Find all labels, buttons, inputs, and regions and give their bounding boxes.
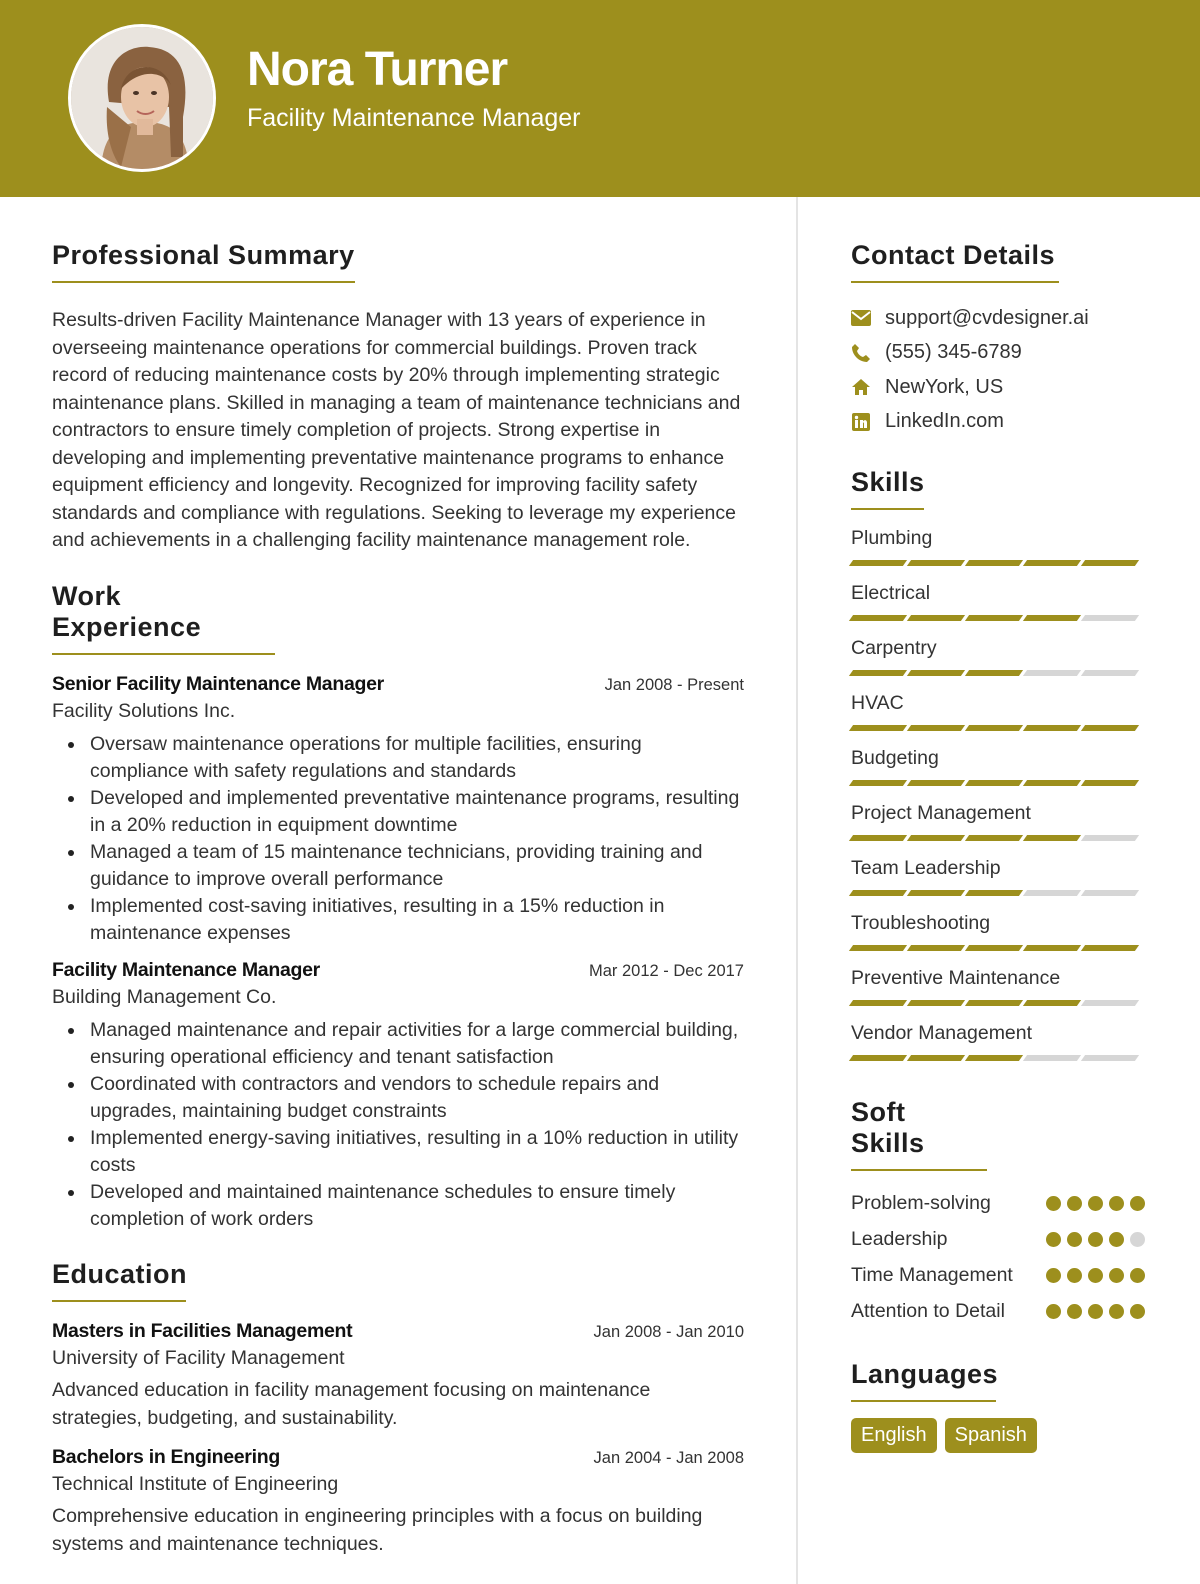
skill-level-segment (965, 945, 1023, 951)
linkedin-icon (851, 412, 871, 432)
skill-level-segment (1081, 780, 1139, 786)
job-bullet: Developed and implemented preventative maintenance programs, resulting in a 20% reduction in equipment downtime (52, 785, 744, 839)
skill-name: Electrical (851, 582, 931, 604)
skill-level-segment (907, 1000, 965, 1006)
skill-name: Vendor Management (851, 1022, 1033, 1044)
skill-level-segment (907, 670, 965, 676)
education-description: Advanced education in facility management focusing on maintenance strategies, budgeting, and sustainability. (52, 1378, 651, 1429)
education-description: Comprehensive education in engineering principles with a focus on building systems and maintenance techniques. (52, 1504, 703, 1555)
skill-level-bar (851, 615, 1151, 621)
skill-level-segment (1023, 1055, 1081, 1061)
skill-item (851, 799, 1151, 841)
contact-email-text: support@cvdesigner.ai (885, 306, 1089, 329)
summary-heading: Professional Summary (52, 240, 355, 283)
main-column (52, 240, 744, 1582)
skill-item (851, 854, 1151, 896)
job-date: Mar 2012 - Dec 2017 (588, 961, 744, 980)
soft-skill-name: Leadership (851, 1228, 948, 1250)
candidate-name: Nora Turner (247, 43, 508, 96)
skill-level-segment (1081, 615, 1139, 621)
summary-section (52, 240, 744, 555)
skill-level-bar (851, 890, 1151, 896)
job-bullet: Managed maintenance and repair activities for a large commercial building, ensuring operational efficiency and tenant satisfaction (52, 1017, 744, 1071)
sidebar-column (851, 240, 1151, 1477)
soft-skill-name: Attention to Detail (851, 1300, 1005, 1322)
skill-name: Troubleshooting (851, 912, 991, 934)
skill-level-segment (907, 725, 965, 731)
degree-title: Masters in Facilities Management (52, 1319, 353, 1342)
skill-level-segment (849, 615, 907, 621)
job-bullet: Coordinated with contractors and vendors to schedule repairs and upgrades, maintaining budget constraints (52, 1071, 744, 1125)
skill-level-segment (1023, 780, 1081, 786)
skill-level-bar (851, 725, 1151, 731)
skill-level-segment (849, 560, 907, 566)
rating-dot (1046, 1304, 1061, 1319)
skills-list (851, 524, 1151, 1061)
skill-level-segment (1023, 560, 1081, 566)
skill-level-segment (1023, 725, 1081, 731)
skill-level-segment (1081, 945, 1139, 951)
skill-item (851, 964, 1151, 1006)
candidate-title: Facility Maintenance Manager (247, 104, 581, 132)
job-company: Building Management Co. (52, 985, 277, 1008)
skill-level-segment (849, 1000, 907, 1006)
soft-skill-rating (1046, 1304, 1145, 1319)
job-date: Jan 2008 - Present (604, 675, 744, 694)
skill-level-segment (907, 615, 965, 621)
portrait-image (71, 27, 216, 172)
language-badge: English (851, 1418, 937, 1453)
rating-dot (1109, 1268, 1124, 1283)
rating-dot (1067, 1196, 1082, 1211)
school-name: Technical Institute of Engineering (52, 1472, 339, 1495)
soft-skill-item (851, 1261, 1151, 1289)
contact-phone[interactable] (851, 336, 1151, 371)
job-bullet: Managed a team of 15 maintenance technicians, providing training and guidance to improve overall performance (52, 839, 744, 893)
skills-heading: Skills (851, 467, 924, 510)
rating-dot (1130, 1268, 1145, 1283)
skill-level-segment (849, 835, 907, 841)
rating-dot (1067, 1268, 1082, 1283)
skill-item (851, 579, 1151, 621)
contact-location (851, 370, 1151, 405)
skill-level-bar (851, 835, 1151, 841)
job-entry (52, 959, 744, 1233)
skill-level-segment (849, 890, 907, 896)
skill-level-segment (1081, 835, 1139, 841)
skill-name: Budgeting (851, 747, 939, 769)
contact-linkedin-text: LinkedIn.com (885, 410, 1004, 433)
skill-level-segment (965, 890, 1023, 896)
job-bullet: Implemented energy-saving initiatives, resulting in a 10% reduction in utility costs (52, 1125, 744, 1179)
contact-phone-text: (555) 345-6789 (885, 341, 1022, 364)
skill-item (851, 689, 1151, 731)
soft-skill-rating (1046, 1268, 1145, 1283)
soft-skill-item (851, 1189, 1151, 1217)
rating-dot (1088, 1232, 1103, 1247)
school-name: University of Facility Management (52, 1346, 345, 1369)
skill-level-segment (849, 780, 907, 786)
job-bullets (52, 731, 744, 947)
experience-heading: Work Experience (52, 581, 275, 655)
rating-dot (1046, 1232, 1061, 1247)
skill-item (851, 524, 1151, 566)
skills-section (851, 467, 1151, 1061)
skill-level-segment (1023, 1000, 1081, 1006)
skill-level-segment (1081, 1055, 1139, 1061)
skill-level-segment (907, 780, 965, 786)
rating-dot (1130, 1232, 1145, 1247)
rating-dot (1088, 1304, 1103, 1319)
skill-level-segment (1023, 945, 1081, 951)
skill-name: Plumbing (851, 527, 933, 549)
soft-skills-section (851, 1097, 1151, 1325)
skill-name: Project Management (851, 802, 1031, 824)
skill-level-bar (851, 560, 1151, 566)
rating-dot (1109, 1196, 1124, 1211)
skill-level-segment (849, 945, 907, 951)
languages-heading: Languages (851, 1359, 996, 1402)
experience-section (52, 581, 744, 1233)
skill-level-segment (907, 835, 965, 841)
contact-heading: Contact Details (851, 240, 1059, 283)
skill-level-segment (965, 780, 1023, 786)
soft-skill-rating (1046, 1196, 1145, 1211)
skill-level-segment (1081, 560, 1139, 566)
rating-dot (1109, 1304, 1124, 1319)
skill-level-bar (851, 1055, 1151, 1061)
language-badge: Spanish (945, 1418, 1037, 1453)
soft-skill-item (851, 1297, 1151, 1325)
skill-level-segment (1023, 890, 1081, 896)
skill-level-segment (849, 1055, 907, 1061)
education-heading: Education (52, 1259, 186, 1302)
skill-level-segment (1023, 615, 1081, 621)
skill-level-bar (851, 670, 1151, 676)
job-bullet: Oversaw maintenance operations for multiple facilities, ensuring compliance with safety regulations and standards (52, 731, 744, 785)
soft-skills-list (851, 1189, 1151, 1325)
rating-dot (1088, 1268, 1103, 1283)
summary-text: Results-driven Facility Maintenance Manager with 13 years of experience in overseeing maintenance operations for commercial buildings. Proven track record of reducing maintenance costs by 20% through implementing strategic maintenance plans. Skilled in managing a team of maintenance technicians and contractors to ensure timely completion of projects. Strong expertise in developing and implementing preventative maintenance programs to enhance equipment efficiency and longevity. Recognized for improving facility safety standards and compliance with regulations. Seeking to leverage my experience and achievements in a challenging facility maintenance management role. (52, 309, 741, 551)
education-date: Jan 2004 - Jan 2008 (593, 1448, 744, 1467)
skill-level-segment (965, 560, 1023, 566)
skill-level-segment (965, 725, 1023, 731)
skill-level-bar (851, 780, 1151, 786)
skill-level-segment (965, 835, 1023, 841)
languages-section (851, 1359, 1151, 1453)
skill-level-segment (907, 1055, 965, 1061)
profile-photo (68, 24, 216, 172)
rating-dot (1109, 1232, 1124, 1247)
job-role: Facility Maintenance Manager (52, 958, 320, 981)
skill-name: HVAC (851, 692, 904, 714)
skill-name: Carpentry (851, 637, 937, 659)
job-bullet: Implemented cost-saving initiatives, resulting in a 15% reduction in maintenance expenses (52, 893, 744, 947)
soft-skill-name: Problem-solving (851, 1192, 991, 1214)
skill-item (851, 744, 1151, 786)
degree-title: Bachelors in Engineering (52, 1445, 280, 1468)
rating-dot (1067, 1304, 1082, 1319)
education-entry (52, 1320, 744, 1432)
skill-level-bar (851, 1000, 1151, 1006)
skill-level-segment (965, 615, 1023, 621)
skill-level-segment (849, 670, 907, 676)
contact-linkedin[interactable] (851, 405, 1151, 440)
skill-level-segment (965, 1055, 1023, 1061)
skill-level-segment (1081, 1000, 1139, 1006)
skill-level-bar (851, 945, 1151, 951)
languages-list (851, 1418, 1151, 1453)
rating-dot (1088, 1196, 1103, 1211)
rating-dot (1046, 1268, 1061, 1283)
skill-item (851, 909, 1151, 951)
contact-section (851, 240, 1151, 439)
soft-skill-rating (1046, 1232, 1145, 1247)
home-icon (851, 377, 871, 397)
job-entry (52, 673, 744, 947)
skill-level-segment (849, 725, 907, 731)
education-entry (52, 1446, 744, 1558)
skill-level-segment (965, 670, 1023, 676)
header-banner (0, 0, 1200, 197)
skill-level-segment (1081, 670, 1139, 676)
phone-icon (851, 343, 871, 363)
job-company: Facility Solutions Inc. (52, 699, 236, 722)
contact-location-text: NewYork, US (885, 375, 1004, 398)
skill-item (851, 1019, 1151, 1061)
skill-level-segment (907, 945, 965, 951)
skill-level-segment (907, 560, 965, 566)
skill-level-segment (1081, 725, 1139, 731)
envelope-icon (851, 308, 871, 328)
skill-level-segment (1081, 890, 1139, 896)
job-bullets (52, 1017, 744, 1233)
skill-level-segment (1023, 670, 1081, 676)
education-date: Jan 2008 - Jan 2010 (593, 1322, 744, 1341)
job-bullet: Developed and maintained maintenance schedules to ensure timely completion of work orders (52, 1179, 744, 1233)
rating-dot (1067, 1232, 1082, 1247)
skill-name: Preventive Maintenance (851, 967, 1061, 989)
skill-name: Team Leadership (851, 857, 1001, 879)
rating-dot (1130, 1196, 1145, 1211)
skill-level-segment (907, 890, 965, 896)
column-divider (796, 197, 798, 1584)
soft-skill-name: Time Management (851, 1264, 1013, 1286)
soft-skill-item (851, 1225, 1151, 1253)
skill-level-segment (1023, 835, 1081, 841)
skill-level-segment (965, 1000, 1023, 1006)
soft-skills-heading: Soft Skills (851, 1097, 987, 1171)
job-role: Senior Facility Maintenance Manager (52, 672, 384, 695)
contact-email[interactable] (851, 301, 1151, 336)
education-section (52, 1259, 744, 1558)
skill-item (851, 634, 1151, 676)
rating-dot (1046, 1196, 1061, 1211)
rating-dot (1130, 1304, 1145, 1319)
